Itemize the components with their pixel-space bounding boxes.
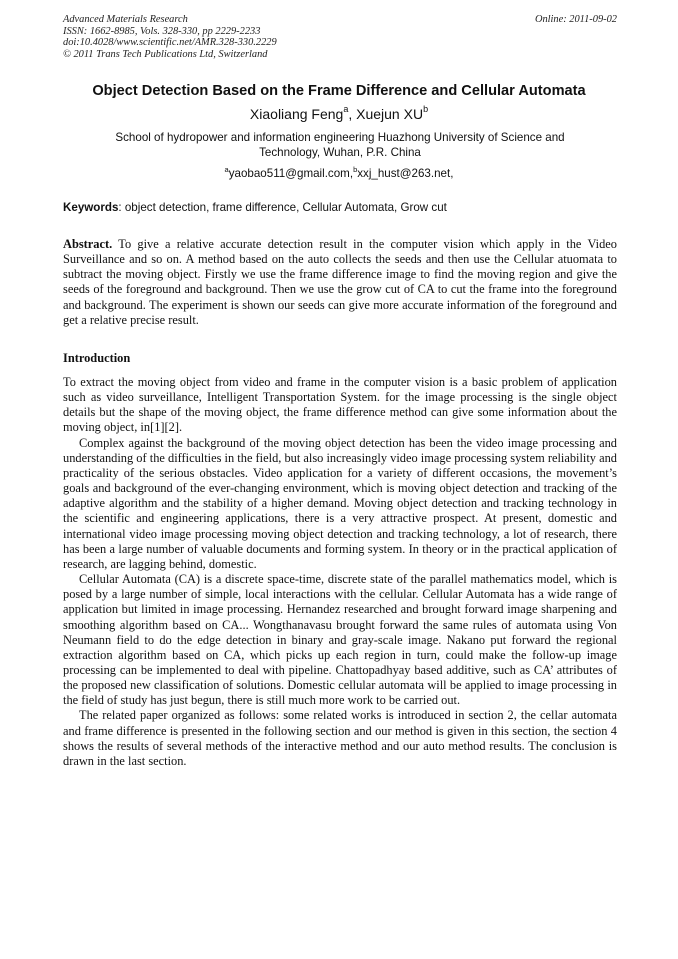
email-b: xxj_hust@263.net, <box>357 167 454 180</box>
keywords-label: Keywords <box>63 201 119 214</box>
keywords-text: : object detection, frame difference, Cellular Automata, Grow cut <box>118 201 447 214</box>
paper-title: Object Detection Based on the Frame Difference and Cellular Automata <box>92 83 586 99</box>
abstract-text: To give a relative accurate detection result in the computer vision which apply in the Video Surveillance and so on. A method based on the auto collects the seeds and then use the Cellular atuomata to subtract the moving object. Firstly we use the frame difference image to find the moving region and give the seeds of the foreground and background. Then we use the grow cut of CA to cut the frame into the foreground and background. The experiment is shown our seeds can give more accurate information of the foreground and get a relative precise result. <box>63 237 617 327</box>
author-separator: , <box>348 106 357 122</box>
copyright-line: © 2011 Trans Tech Publications Ltd, Switzerland <box>63 48 268 60</box>
author-emails <box>0 165 678 180</box>
journal-name: Advanced Materials Research <box>63 14 188 25</box>
email-b-mark: b <box>353 165 358 174</box>
online-date: Online: 2011-09-02 <box>534 14 617 25</box>
intro-paragraph: Complex against the background of the moving object detection has been the video image processing and understanding of the difficulties in the field, but also increasingly video image processing system reliability and practicality of the serious obstacles. Video application for a variety of different occasions, the movement’s goals and background of the ever-changing environment, which is moving object detection and tracking of the adaptive algorithm and the stability of a higher demand. Moving object detection and tracking technology in the scientific and engineering applications, there is a very attractive prospect. At present, domestic and international video image processing moving object detection and tracking technology, a lot of research, there has been a large number of valuable documents and forming system. In theory or in the practical application of research, are lagging behind, domestic. <box>63 435 617 571</box>
email-a-mark: a <box>224 165 229 174</box>
doi-line: doi:10.4028/www.scientific.net/AMR.328-330.2229 <box>63 37 277 48</box>
author-line <box>0 104 678 122</box>
author-2-affil-mark: b <box>423 104 429 114</box>
email-a: yaobao511@gmail.com, <box>228 167 354 180</box>
author-1-name: Xiaoliang Feng <box>249 106 344 122</box>
author-1-affil-mark: a <box>343 104 349 114</box>
intro-paragraph: To extract the moving object from video and frame in the computer vision is a basic problem of application such as video surveillance, Intelligent Transportation System. for the image processing is the single object details but the shape of the moving object, the frame difference method can give some information about the moving object, in[1][2]. <box>63 375 617 435</box>
issn-line: ISSN: 1662-8985, Vols. 328-330, pp 2229-2233 <box>63 25 261 37</box>
abstract-label: Abstract. <box>63 237 113 251</box>
intro-paragraph: The related paper organized as follows: some related works is introduced in section 2, the cellar automata and frame difference is presented in the following section and our method is given in this section, the section 4 shows the results of several methods of the interactive method and our auto method results. The conclusion is drawn in the last section. <box>63 708 617 768</box>
introduction-body <box>63 375 617 769</box>
keywords <box>63 201 617 214</box>
author-2-name: Xuejun XU <box>356 106 424 122</box>
intro-paragraph: Cellular Automata (CA) is a discrete space-time, discrete state of the parallel mathematics model, which is posed by a large number of simple, local interactions with the cellular. Cellular Automata has a wide range of application but limited in image processing. Hernandez researched and brought forward image sharpening and smoothing algorithm based on CA... Wongthanavasu brought forward the same rules of automata using Von Neumann field to do the edge detection in binary and gray-scale image. Nakano put forward the regional extraction algorithm based on CA, which picks up each region in turn, could make the follow-up image processing can be implemented to deal with pipeline. Chattopadhyay based additive, such as CA’ attributes of the proposed new classification of solutions. Domestic cellular automata will be applied to image processing in the field of study has just begun, there is still much more work to be carried out. <box>63 572 617 708</box>
journal-header <box>63 14 617 60</box>
abstract <box>63 237 617 328</box>
introduction-heading: Introduction <box>63 351 131 365</box>
affiliation: School of hydropower and information engineering Huazhong University of Science and Technology, Wuhan, P.R. China <box>115 131 565 159</box>
